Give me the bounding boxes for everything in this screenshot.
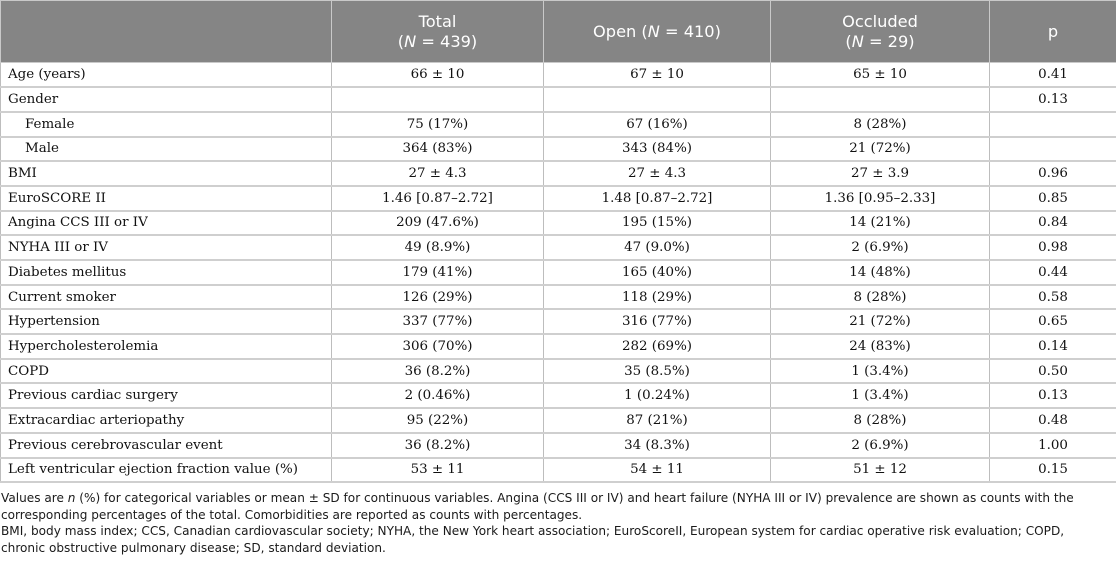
cell-p: 0.85 bbox=[990, 186, 1116, 211]
cell-occluded: 14 (48%) bbox=[771, 260, 990, 285]
row-label: Current smoker bbox=[1, 285, 332, 310]
cell-open: 1.48 [0.87–2.72] bbox=[544, 186, 771, 211]
table-row bbox=[1, 433, 1116, 458]
cell-total: 337 (77%) bbox=[332, 309, 544, 334]
row-label: Left ventricular ejection fraction value (%) bbox=[1, 458, 332, 483]
cell-total: 53 ± 11 bbox=[332, 458, 544, 483]
cell-open: 87 (21%) bbox=[544, 408, 771, 433]
header-occluded-n-value: = 29) bbox=[863, 31, 915, 51]
cell-total: 75 (17%) bbox=[332, 112, 544, 137]
cell-occluded: 51 ± 12 bbox=[771, 458, 990, 483]
cell-p: 0.14 bbox=[990, 334, 1116, 359]
cell-open: 67 ± 10 bbox=[544, 63, 771, 88]
table-row bbox=[1, 408, 1116, 433]
row-label: Age (years) bbox=[1, 63, 332, 88]
cell-open: 47 (9.0%) bbox=[544, 235, 771, 260]
cell-open: 195 (15%) bbox=[544, 211, 771, 236]
header-total bbox=[332, 1, 544, 63]
cell-total: 95 (22%) bbox=[332, 408, 544, 433]
cell-open: 35 (8.5%) bbox=[544, 359, 771, 384]
table-row bbox=[1, 309, 1116, 334]
cell-total: 179 (41%) bbox=[332, 260, 544, 285]
cell-p: 0.84 bbox=[990, 211, 1116, 236]
table-row bbox=[1, 235, 1116, 260]
row-label: Diabetes mellitus bbox=[1, 260, 332, 285]
row-label: Previous cerebrovascular event bbox=[1, 433, 332, 458]
cell-open: 34 (8.3%) bbox=[544, 433, 771, 458]
row-label: Previous cardiac surgery bbox=[1, 383, 332, 408]
cell-open: 282 (69%) bbox=[544, 334, 771, 359]
cell-p bbox=[990, 112, 1116, 137]
cell-occluded: 21 (72%) bbox=[771, 137, 990, 162]
row-label: Female bbox=[1, 112, 332, 137]
table-row bbox=[1, 383, 1116, 408]
header-occluded bbox=[771, 1, 990, 63]
table-row bbox=[1, 211, 1116, 236]
cell-open: 343 (84%) bbox=[544, 137, 771, 162]
footnote-n-symbol: n bbox=[67, 491, 76, 505]
cell-occluded: 1 (3.4%) bbox=[771, 383, 990, 408]
header-p-value: p bbox=[990, 1, 1116, 63]
header-open bbox=[544, 1, 771, 63]
cell-occluded: 14 (21%) bbox=[771, 211, 990, 236]
footnote-values-part-a: Values are bbox=[1, 491, 68, 505]
cell-p: 0.50 bbox=[990, 359, 1116, 384]
cell-occluded bbox=[771, 87, 990, 112]
header-open-label: Open ( bbox=[593, 21, 648, 41]
cell-occluded: 2 (6.9%) bbox=[771, 433, 990, 458]
cell-p: 0.13 bbox=[990, 87, 1116, 112]
table-row bbox=[1, 63, 1116, 88]
table-footnotes bbox=[1, 490, 1111, 556]
cell-total: 364 (83%) bbox=[332, 137, 544, 162]
table-row bbox=[1, 285, 1116, 310]
cell-occluded: 8 (28%) bbox=[771, 408, 990, 433]
cell-total: 66 ± 10 bbox=[332, 63, 544, 88]
footnote-values-part-b: (%) for categorical variables or mean ± SD for continuous variables. Angina (CCS III or IV) and heart failure (NYHA III or IV) prevalence are shown as counts with the corresponding percentages of the total. Comorbidities are reported as counts with percentages. bbox=[1, 491, 1074, 522]
cell-open: 54 ± 11 bbox=[544, 458, 771, 483]
cell-open: 1 (0.24%) bbox=[544, 383, 771, 408]
table-row bbox=[1, 87, 1116, 112]
cell-open: 67 (16%) bbox=[544, 112, 771, 137]
row-label: Gender bbox=[1, 87, 332, 112]
header-total-n-symbol: N bbox=[404, 31, 417, 51]
table-row bbox=[1, 112, 1116, 137]
cell-p: 0.44 bbox=[990, 260, 1116, 285]
row-label: Angina CCS III or IV bbox=[1, 211, 332, 236]
cell-occluded: 1.36 [0.95–2.33] bbox=[771, 186, 990, 211]
cell-total: 36 (8.2%) bbox=[332, 433, 544, 458]
header-open-n-symbol: N bbox=[647, 21, 660, 41]
table-row bbox=[1, 458, 1116, 483]
cell-occluded: 65 ± 10 bbox=[771, 63, 990, 88]
row-label: COPD bbox=[1, 359, 332, 384]
table-row bbox=[1, 260, 1116, 285]
cell-p: 1.00 bbox=[990, 433, 1116, 458]
cell-p bbox=[990, 137, 1116, 162]
header-total-label: Total bbox=[418, 11, 457, 31]
cell-open: 27 ± 4.3 bbox=[544, 161, 771, 186]
table-row bbox=[1, 186, 1116, 211]
cell-total: 1.46 [0.87–2.72] bbox=[332, 186, 544, 211]
cell-total: 126 (29%) bbox=[332, 285, 544, 310]
header-total-n-prefix: ( bbox=[397, 31, 405, 51]
row-label: EuroSCORE II bbox=[1, 186, 332, 211]
cell-open: 316 (77%) bbox=[544, 309, 771, 334]
cell-total: 49 (8.9%) bbox=[332, 235, 544, 260]
row-label: Male bbox=[1, 137, 332, 162]
row-label: BMI bbox=[1, 161, 332, 186]
cell-occluded: 8 (28%) bbox=[771, 112, 990, 137]
row-label: Hypercholesterolemia bbox=[1, 334, 332, 359]
cell-occluded: 2 (6.9%) bbox=[771, 235, 990, 260]
header-occluded-n-symbol: N bbox=[851, 31, 864, 51]
cell-total: 306 (70%) bbox=[332, 334, 544, 359]
cell-open: 165 (40%) bbox=[544, 260, 771, 285]
header-occluded-label: Occluded bbox=[842, 11, 918, 31]
row-label: Hypertension bbox=[1, 309, 332, 334]
table-header bbox=[1, 1, 1116, 63]
cell-total bbox=[332, 87, 544, 112]
cell-total: 36 (8.2%) bbox=[332, 359, 544, 384]
cell-occluded: 24 (83%) bbox=[771, 334, 990, 359]
header-open-n-value: = 410) bbox=[659, 21, 721, 41]
cell-total: 27 ± 4.3 bbox=[332, 161, 544, 186]
table-body bbox=[1, 63, 1116, 483]
cell-p: 0.48 bbox=[990, 408, 1116, 433]
header-row bbox=[1, 1, 1116, 63]
footnote-abbreviations: BMI, body mass index; CCS, Canadian cardiovascular society; NYHA, the New York heart association; EuroScoreII, European system for cardiac operative risk evaluation; COPD, chronic obstructive pulmonary disease; SD, standard deviation. bbox=[1, 524, 1065, 555]
table-row bbox=[1, 334, 1116, 359]
cell-occluded: 21 (72%) bbox=[771, 309, 990, 334]
cell-occluded: 1 (3.4%) bbox=[771, 359, 990, 384]
header-variable bbox=[1, 1, 332, 63]
cell-occluded: 8 (28%) bbox=[771, 285, 990, 310]
cell-total: 2 (0.46%) bbox=[332, 383, 544, 408]
header-total-n-value: = 439) bbox=[416, 31, 478, 51]
header-occluded-n-prefix: ( bbox=[845, 31, 852, 51]
cell-p: 0.13 bbox=[990, 383, 1116, 408]
table-row bbox=[1, 161, 1116, 186]
row-label: NYHA III or IV bbox=[1, 235, 332, 260]
cell-open bbox=[544, 87, 771, 112]
cell-p: 0.96 bbox=[990, 161, 1116, 186]
cell-open: 118 (29%) bbox=[544, 285, 771, 310]
cell-p: 0.58 bbox=[990, 285, 1116, 310]
cell-p: 0.98 bbox=[990, 235, 1116, 260]
footnote-values bbox=[1, 490, 1111, 523]
cell-p: 0.15 bbox=[990, 458, 1116, 483]
table-row bbox=[1, 137, 1116, 162]
cell-occluded: 27 ± 3.9 bbox=[771, 161, 990, 186]
cell-p: 0.65 bbox=[990, 309, 1116, 334]
row-label: Extracardiac arteriopathy bbox=[1, 408, 332, 433]
table-row bbox=[1, 359, 1116, 384]
cell-p: 0.41 bbox=[990, 63, 1116, 88]
cell-total: 209 (47.6%) bbox=[332, 211, 544, 236]
